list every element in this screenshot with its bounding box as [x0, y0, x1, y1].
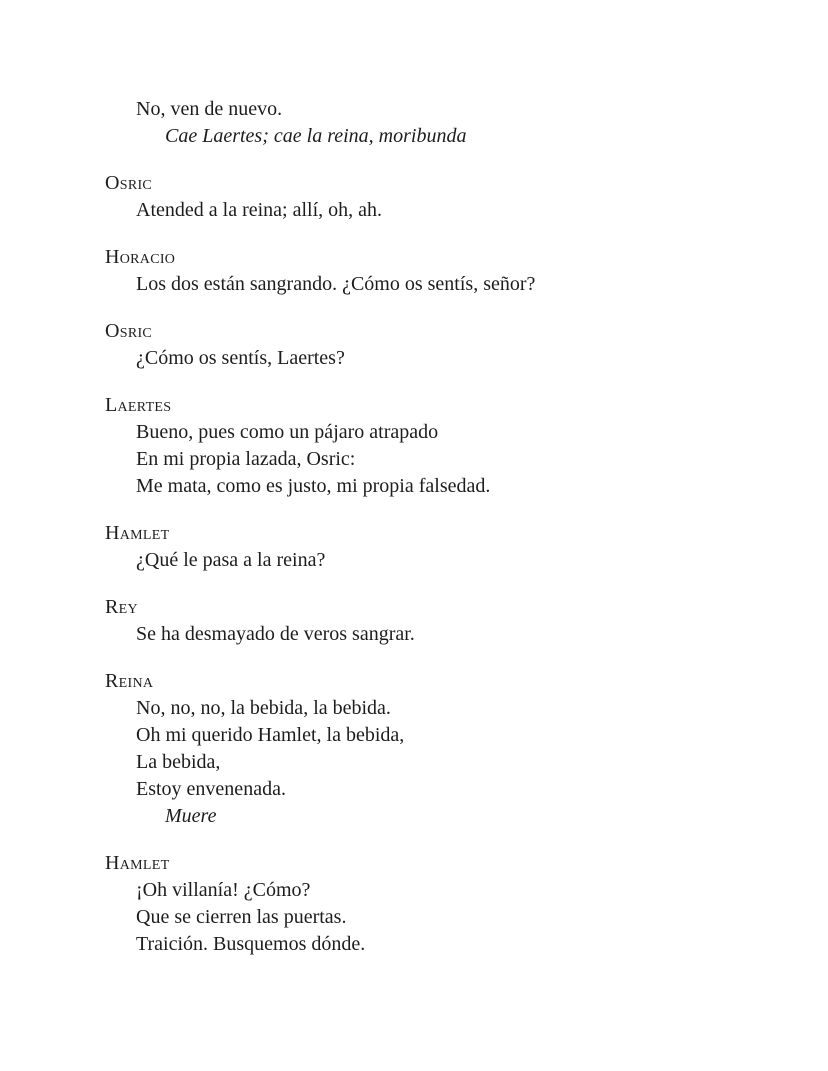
dialogue-line: Se ha desmayado de veros sangrar. — [136, 623, 415, 645]
dialogue-line: Atended a la reina; allí, oh, ah. — [136, 199, 383, 221]
dialogue-line: Los dos están sangrando. ¿Cómo os sentís, señor? — [136, 273, 536, 295]
dialogue-line: Traición. Busquemos dónde. — [136, 933, 366, 955]
speaker-name: Laertes — [105, 394, 172, 416]
speech-block — [105, 594, 768, 648]
speaker-name: Osric — [105, 320, 153, 342]
stage-direction: Cae Laertes; cae la reina, moribunda — [165, 125, 467, 147]
speech-block — [105, 170, 768, 224]
script-text-column — [105, 96, 768, 978]
speaker-name: Horacio — [105, 246, 176, 268]
speaker-name: Hamlet — [105, 522, 170, 544]
speech-block — [105, 318, 768, 372]
speaker-name: Reina — [105, 670, 154, 692]
dialogue-line: Estoy envenenada. — [136, 778, 286, 800]
dialogue-line: No, ven de nuevo. — [136, 98, 283, 120]
speaker-name: Rey — [105, 596, 138, 618]
dialogue-line: La bebida, — [136, 751, 221, 773]
dialogue-line: No, no, no, la bebida, la bebida. — [136, 697, 391, 719]
dialogue-line: ¡Oh villanía! ¿Cómo? — [136, 879, 311, 901]
dialogue-line: ¿Cómo os sentís, Laertes? — [136, 347, 345, 369]
speech-block — [105, 850, 768, 958]
dialogue-line: Que se cierren las puertas. — [136, 906, 347, 928]
speech-block — [105, 96, 768, 150]
dialogue-line: Oh mi querido Hamlet, la bebida, — [136, 724, 405, 746]
dialogue-line: Bueno, pues como un pájaro atrapado — [136, 421, 439, 443]
speaker-name: Hamlet — [105, 852, 170, 874]
speech-block — [105, 520, 768, 574]
dialogue-line: En mi propia lazada, Osric: — [136, 448, 356, 470]
dialogue-line: ¿Qué le pasa a la reina? — [136, 549, 326, 571]
speech-block — [105, 244, 768, 298]
stage-direction: Muere — [165, 805, 217, 827]
dialogue-line: Me mata, como es justo, mi propia falsedad. — [136, 475, 491, 497]
speech-block — [105, 668, 768, 830]
speaker-name: Osric — [105, 172, 153, 194]
speech-block — [105, 392, 768, 500]
